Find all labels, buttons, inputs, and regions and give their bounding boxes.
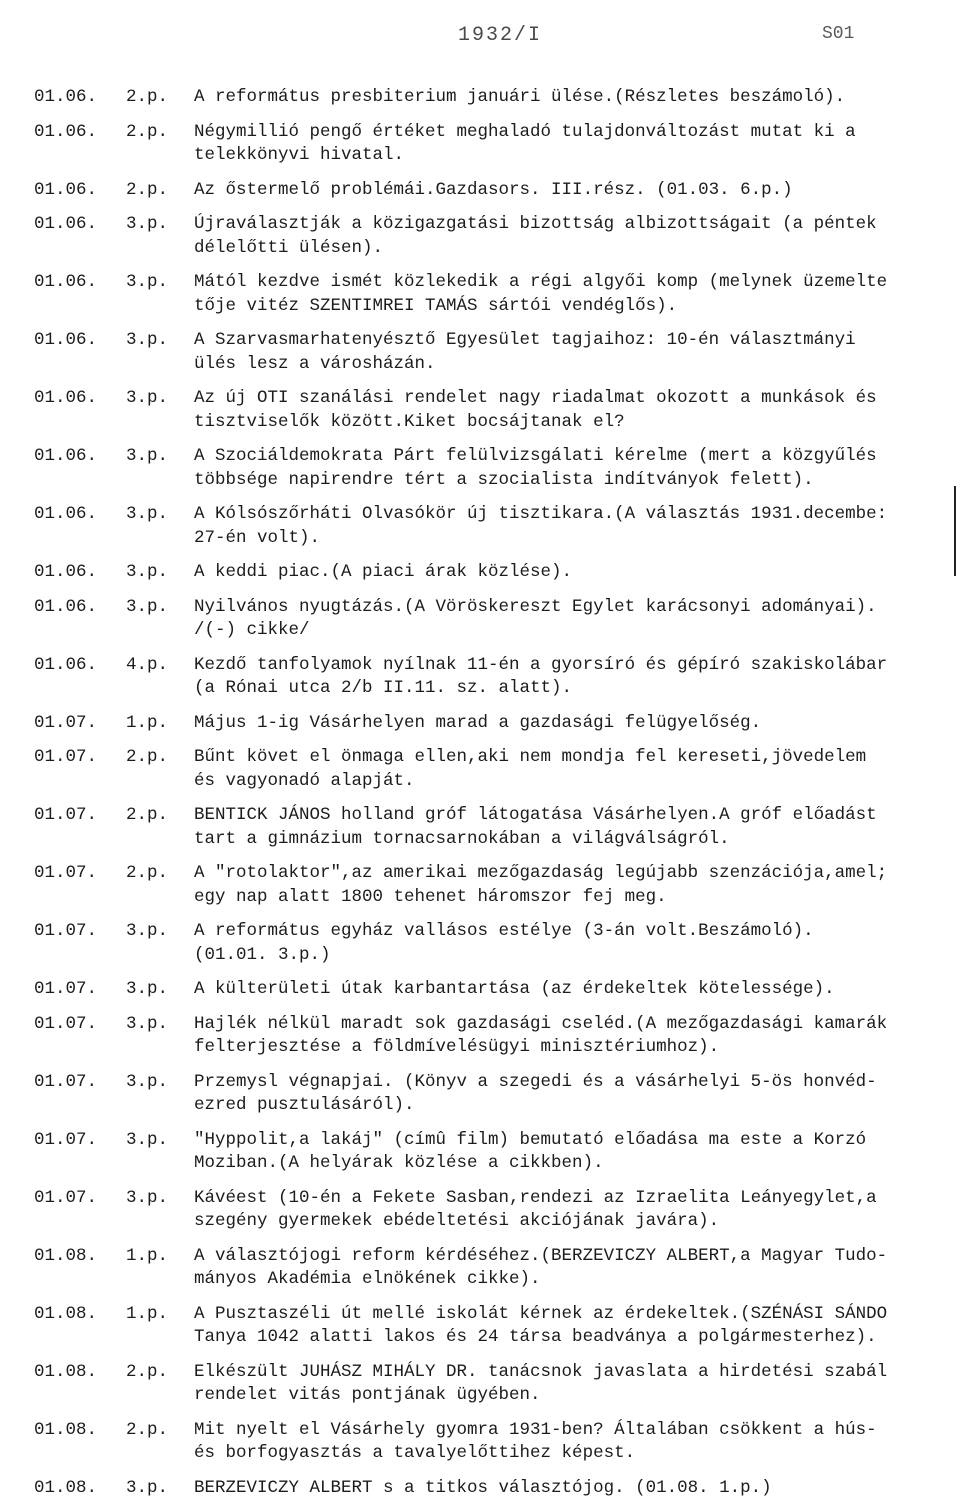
entry-page: 2.p. bbox=[126, 1419, 169, 1440]
entry-page: 2.p. bbox=[126, 747, 169, 767]
entry-text: A Pusztaszéli út mellé iskolát kérnek az érdekeltek.(SZÉNÁSI SÁNDO Tanya 1042 alatti lakos és 24 társa beadványa a polgármesterhez). bbox=[194, 1303, 888, 1347]
entry-page: 3.p. bbox=[126, 562, 169, 582]
entry-date: 01.06. bbox=[34, 562, 98, 582]
list-item bbox=[0, 804, 960, 851]
entry-text: A Szociáldemokrata Párt felülvizsgálati kérelme (mert a közgyűlés többsége napirendre tért a szocialista indítványok felett). bbox=[194, 446, 877, 490]
entry-date: 01.06. bbox=[34, 179, 98, 200]
entry-page: 3.p. bbox=[126, 388, 169, 408]
list-item bbox=[0, 1419, 960, 1466]
entry-text: BERZEVICZY ALBERT s a titkos választójog. (01.08. 1.p.) bbox=[194, 1477, 772, 1498]
list-item bbox=[0, 213, 960, 260]
entry-date: 01.07. bbox=[34, 979, 98, 999]
entry-text: Újraválasztják a közigazgatási bizottság albizottságait (a péntek délelőtti ülésen). bbox=[194, 214, 877, 258]
list-item bbox=[0, 746, 960, 793]
entry-page: 2.p. bbox=[126, 1361, 169, 1382]
entry-date: 01.08. bbox=[34, 1419, 98, 1440]
archive-mark: S01 bbox=[822, 24, 855, 44]
entry-page: 3.p. bbox=[126, 504, 169, 524]
entry-page: 3.p. bbox=[126, 1013, 169, 1034]
list-item bbox=[0, 179, 960, 203]
entry-page: 2.p. bbox=[126, 87, 169, 107]
list-item bbox=[0, 503, 960, 550]
entry-date: 01.07. bbox=[34, 1129, 98, 1150]
list-item bbox=[0, 1361, 960, 1408]
entry-text: A "rotolaktor",az amerikai mezőgazdaság legújabb szenzációja,amel; egy nap alatt 1800 tehenet háromszor fej meg. bbox=[194, 863, 888, 907]
entry-text: A keddi piac.(A piaci árak közlése). bbox=[194, 562, 573, 582]
entry-page: 3.p. bbox=[126, 214, 169, 234]
entry-text: A református presbiterium januári ülése.(Részletes beszámoló). bbox=[194, 87, 846, 107]
entry-page: 2.p. bbox=[126, 179, 169, 200]
entry-date: 01.07. bbox=[34, 712, 98, 733]
entry-page: 1.p. bbox=[126, 1245, 169, 1266]
entry-date: 01.06. bbox=[34, 388, 98, 408]
entry-text: Przemysl végnapjai. (Könyv a szegedi és a vásárhelyi 5-ös honvéd- ezred pusztulásáról). bbox=[194, 1071, 877, 1115]
entry-text: Május 1-ig Vásárhelyen marad a gazdasági felügyelőség. bbox=[194, 712, 762, 733]
entry-page: 3.p. bbox=[126, 979, 169, 999]
list-item bbox=[0, 1477, 960, 1501]
entry-text: "Hyppolit,a lakáj" (címû film) bemutató előadása ma este a Korzó Moziban.(A helyárak közlése a cikkben). bbox=[194, 1129, 867, 1173]
list-item bbox=[0, 978, 960, 1002]
entry-page: 3.p. bbox=[126, 921, 169, 941]
list-item bbox=[0, 1245, 960, 1292]
entry-page: 3.p. bbox=[126, 1129, 169, 1150]
entry-date: 01.06. bbox=[34, 504, 98, 524]
entry-text: Nyilvános nyugtázás.(A Vöröskereszt Egylet karácsonyi adományai). /(-) cikke/ bbox=[194, 596, 877, 640]
entry-text: A Kólsószőrháti Olvasókör új tisztikara.(A választás 1931.decembe: 27-én volt). bbox=[194, 504, 888, 548]
entry-text: Az őstermelő problémái.Gazdasors. III.rész. (01.03. 6.p.) bbox=[194, 179, 793, 200]
entry-date: 01.07. bbox=[34, 1071, 98, 1092]
entry-text: Hajlék nélkül maradt sok gazdasági cseléd.(A mezőgazdasági kamarák felterjesztése a földmívelésügyi minisztériumhoz). bbox=[194, 1013, 888, 1057]
entry-text: Mától kezdve ismét közlekedik a régi algyői komp (melynek üzemelte tője vitéz SZENTIMREI TAMÁS sártói vendéglős). bbox=[194, 272, 888, 316]
entry-page: 1.p. bbox=[126, 1303, 169, 1324]
entry-text: A választójogi reform kérdéséhez.(BERZEVICZY ALBERT,a Magyar Tudo- mányos Akadémia elnökének cikke). bbox=[194, 1245, 888, 1289]
list-item bbox=[0, 1129, 960, 1176]
list-item bbox=[0, 445, 960, 492]
entry-page: 3.p. bbox=[126, 330, 169, 350]
entry-date: 01.06. bbox=[34, 121, 98, 142]
entry-date: 01.06. bbox=[34, 446, 98, 466]
entry-page: 3.p. bbox=[126, 1477, 169, 1498]
entry-text: A külterületi útak karbantartása (az érdekeltek kötelessége). bbox=[194, 979, 835, 999]
entry-page: 3.p. bbox=[126, 446, 169, 466]
entry-date: 01.07. bbox=[34, 1013, 98, 1034]
archive-code: 1932/I bbox=[458, 24, 543, 47]
list-item bbox=[0, 329, 960, 376]
page-header bbox=[0, 18, 960, 58]
entry-date: 01.06. bbox=[34, 654, 98, 675]
list-item bbox=[0, 1013, 960, 1060]
entry-text: Bűnt követ el önmaga ellen,aki nem mondja fel kereseti,jövedelem és vagyonadó alapját. bbox=[194, 747, 867, 791]
list-item bbox=[0, 121, 960, 168]
entry-list bbox=[0, 86, 960, 1511]
entry-date: 01.08. bbox=[34, 1361, 98, 1382]
list-item bbox=[0, 862, 960, 909]
entry-page: 1.p. bbox=[126, 712, 169, 733]
entry-text: A Szarvasmarhatenyésztő Egyesület tagjaihoz: 10-én választmányi ülés lesz a városházán. bbox=[194, 330, 856, 374]
entry-date: 01.06. bbox=[34, 272, 98, 292]
entry-page: 2.p. bbox=[126, 863, 169, 883]
entry-text: Mit nyelt el Vásárhely gyomra 1931-ben? Általában csökkent a hús- és borfogyasztás a tavalyelőttihez képest. bbox=[194, 1419, 877, 1463]
list-item bbox=[0, 86, 960, 110]
entry-page: 3.p. bbox=[126, 596, 169, 617]
entry-date: 01.07. bbox=[34, 1187, 98, 1208]
entry-date: 01.07. bbox=[34, 805, 98, 825]
list-item bbox=[0, 596, 960, 643]
entry-date: 01.06. bbox=[34, 330, 98, 350]
list-item bbox=[0, 920, 960, 967]
list-item bbox=[0, 1071, 960, 1118]
entry-page: 2.p. bbox=[126, 121, 169, 142]
entry-date: 01.06. bbox=[34, 87, 98, 107]
list-item bbox=[0, 712, 960, 736]
list-item bbox=[0, 387, 960, 434]
list-item bbox=[0, 1303, 960, 1350]
entry-text: Kezdő tanfolyamok nyílnak 11-én a gyorsíró és gépíró szakiskolábar (a Rónai utca 2/b II.11. sz. alatt). bbox=[194, 654, 888, 698]
entry-page: 3.p. bbox=[126, 272, 169, 292]
list-item bbox=[0, 561, 960, 585]
entry-page: 3.p. bbox=[126, 1187, 169, 1208]
entry-date: 01.06. bbox=[34, 214, 98, 234]
entry-text: BENTICK JÁNOS holland gróf látogatása Vásárhelyen.A gróf előadást tart a gimnázium tornacsarnokában a világválságról. bbox=[194, 805, 877, 849]
entry-text: Négymillió pengő értéket meghaladó tulajdonváltozást mutat ki a telekkönyvi hivatal. bbox=[194, 121, 856, 165]
entry-page: 4.p. bbox=[126, 654, 169, 675]
entry-date: 01.07. bbox=[34, 863, 98, 883]
entry-text: Elkészült JUHÁSZ MIHÁLY DR. tanácsnok javaslata a hirdetési szabál rendelet vitás pontjának ügyében. bbox=[194, 1361, 888, 1405]
entry-date: 01.08. bbox=[34, 1303, 98, 1324]
list-item bbox=[0, 1187, 960, 1234]
list-item bbox=[0, 271, 960, 318]
entry-text: Kávéest (10-én a Fekete Sasban,rendezi az Izraelita Leányegylet,a szegény gyermekek ebédeltetési akciójának javára). bbox=[194, 1187, 877, 1231]
entry-page: 3.p. bbox=[126, 1071, 169, 1092]
entry-date: 01.08. bbox=[34, 1477, 98, 1498]
entry-date: 01.07. bbox=[34, 921, 98, 941]
entry-page: 2.p. bbox=[126, 805, 169, 825]
list-item bbox=[0, 654, 960, 701]
entry-text: Az új OTI szanálási rendelet nagy riadalmat okozott a munkások és tisztviselők között.Kiket bocsájtanak el? bbox=[194, 388, 877, 432]
entry-date: 01.06. bbox=[34, 596, 98, 617]
entry-date: 01.08. bbox=[34, 1245, 98, 1266]
entry-text: A református egyház vallásos estélye (3-án volt.Beszámoló). (01.01. 3.p.) bbox=[194, 921, 814, 965]
entry-date: 01.07. bbox=[34, 747, 98, 767]
